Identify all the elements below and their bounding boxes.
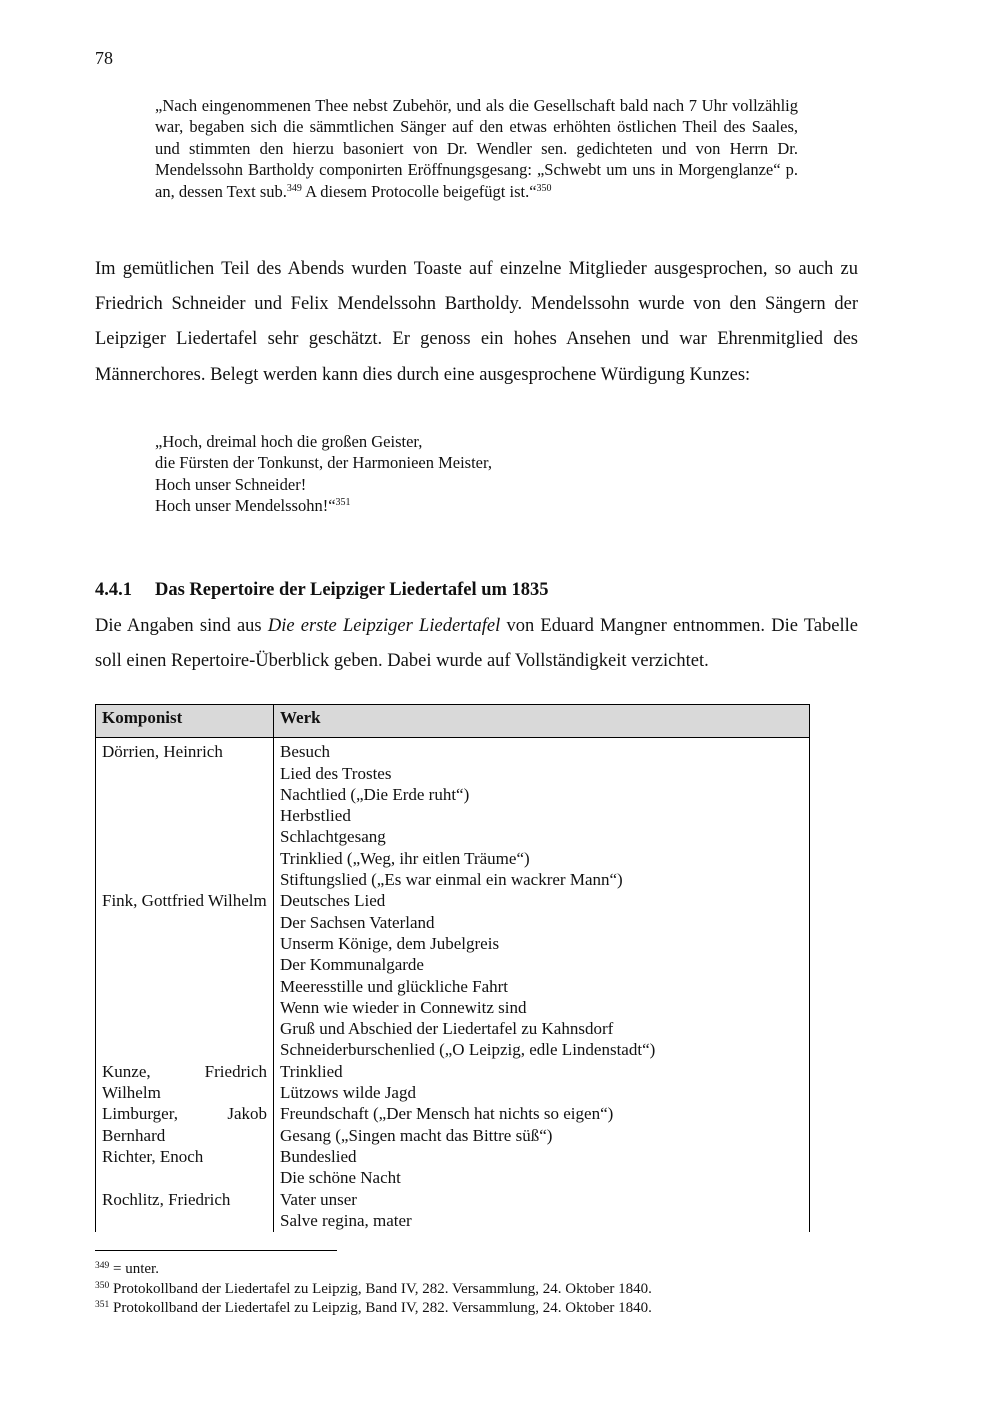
table-row <box>96 1189 810 1233</box>
table-row <box>96 1146 810 1189</box>
composer-cell <box>96 1103 274 1146</box>
footnote-ref-351: 351 <box>335 496 351 508</box>
footnote: $^{351}$ Protokollband der Liedertafel zu Leipzig, Band IV, 282. Versammlung, 24. Oktober 1840. <box>95 1300 652 1316</box>
composer-name: Limburger, Jakob Bernhard <box>102 1104 267 1145</box>
header-work: Werk <box>274 705 810 738</box>
footnotes <box>95 1260 652 1319</box>
footnote-divider <box>95 1250 337 1251</box>
composer-cell <box>96 738 274 891</box>
composer-cell <box>96 890 274 1060</box>
work-title: Stiftungslied („Es war einmal ein wackrer Mann“) <box>280 870 623 890</box>
work-title: Schlachtgesang <box>280 827 386 847</box>
work-title: Vater unser <box>280 1189 357 1209</box>
work-title: Gruß und Abschied der Liedertafel zu Kahnsdorf <box>280 1019 614 1039</box>
poem-line: die Fürsten der Tonkunst, der Harmonieen Meister, <box>155 453 492 473</box>
table-body <box>96 738 810 1232</box>
poem-line-text: Hoch unser Mendelssohn!“ <box>155 495 336 515</box>
paragraph-toasts <box>95 252 858 393</box>
work-title: Lützows wilde Jagd <box>280 1083 416 1103</box>
quote-text-end: A diesem Protocolle beigefügt ist.“ <box>301 181 537 201</box>
work-title: Gesang („Singen macht das Bittre süß“) <box>280 1125 553 1145</box>
paragraph-source <box>95 609 858 679</box>
work-title: Salve regina, mater <box>280 1210 412 1230</box>
work-title: Wenn wie wieder in Connewitz sind <box>280 997 527 1017</box>
page-number: 78 <box>95 48 113 68</box>
paragraph-text: Im gemütlichen Teil des Abends wurden Toaste auf einzelne Mitglieder ausgesprochen, so auch zu Friedrich Schneider und Felix Mendelssohn Bartholdy. Mendelssohn wurde von den Sängern der Leipziger Liedertafel sehr geschätzt. Er genoss ein hohes Ansehen und war Ehrenmitglied des Männerchores. Belegt werden kann dies durch eine ausgesprochene Würdigung Kunzes: <box>95 259 858 385</box>
composer-name: Kunze, Friedrich Wilhelm <box>102 1061 267 1103</box>
work-title: Der Kommunalgarde <box>280 955 424 975</box>
composer-name: Richter, Enoch <box>102 1146 204 1166</box>
footnote: $^{349}$ = unter. <box>95 1261 159 1277</box>
repertoire-table <box>95 704 810 1232</box>
works-cell <box>274 890 810 1060</box>
section-title: Das Repertoire der Leipziger Liedertafel um 1835 <box>155 580 549 600</box>
table-row <box>96 890 810 1060</box>
poem-line <box>155 495 492 516</box>
footnote-ref-350: 350 <box>536 182 552 194</box>
works-cell <box>274 1146 810 1189</box>
table-row <box>96 1103 810 1146</box>
quote-text: „Nach eingenommenen Thee nebst Zubehör, und als die Gesellschaft bald nach 7 Uhr vollzählig war, begaben sich die sämmtlichen Sänger auf den etwas erhöhten östlichen Theil des Saales, und stimmten den hierzu basoniert von Dr. Wendler sen. gedichteten und von Herrn Dr. Mendelssohn Bartholdy componirten Eröffnungsgesang: „Schwebt um uns in Morgenglanze“ p. an, dessen Text sub. <box>155 96 798 201</box>
composer-name: Fink, Gottfried Wilhelm <box>102 891 267 911</box>
work-title: Lied des Trostes <box>280 763 392 783</box>
poem-quote <box>155 431 492 516</box>
poem-line: Hoch unser Schneider! <box>155 474 307 494</box>
work-title: Unserm Könige, dem Jubelgreis <box>280 933 500 953</box>
work-title: Nachtlied („Die Erde ruht“) <box>280 784 470 804</box>
works-cell <box>274 1061 810 1104</box>
table-header-row <box>96 705 810 738</box>
work-title: Herbstlied <box>280 806 351 826</box>
block-quote <box>155 95 798 202</box>
work-title: Freundschaft („Der Mensch hat nichts so eigen“) <box>280 1104 614 1124</box>
work-title: Deutsches Lied <box>280 891 386 911</box>
composer-name: Rochlitz, Friedrich <box>102 1189 231 1209</box>
composer-cell <box>96 1189 274 1233</box>
work-title: Trinklied <box>280 1061 343 1081</box>
work-title: Der Sachsen Vaterland <box>280 912 435 932</box>
composer-cell <box>96 1146 274 1189</box>
paragraph-text: Die Angaben sind aus Die erste Leipziger Liedertafel von Eduard Mangner entnommen. Die Tabelle soll einen Repertoire-Überblick geben. Dabei wurde auf Vollständigkeit verzichtet. <box>95 616 858 672</box>
works-cell <box>274 1103 810 1146</box>
work-title: Trinklied („Weg, ihr eitlen Träume“) <box>280 848 530 868</box>
work-title: Meeresstille und glückliche Fahrt <box>280 976 509 996</box>
work-title: Schneiderburschenlied („O Leipzig, edle Lindenstadt“) <box>280 1040 656 1060</box>
work-title: Die schöne Nacht <box>280 1168 401 1188</box>
composer-name: Dörrien, Heinrich <box>102 742 223 762</box>
works-cell <box>274 738 810 891</box>
footnote: $^{350}$ Protokollband der Liedertafel zu Leipzig, Band IV, 282. Versammlung, 24. Oktober 1840. <box>95 1280 652 1297</box>
work-title: Bundeslied <box>280 1146 357 1166</box>
header-composer: Komponist <box>96 705 274 738</box>
works-cell <box>274 1189 810 1233</box>
footnote-ref-349: 349 <box>286 182 302 194</box>
table-row <box>96 1061 810 1104</box>
work-title: Besuch <box>280 742 331 762</box>
table-row <box>96 738 810 891</box>
section-heading <box>95 580 549 601</box>
poem-line: „Hoch, dreimal hoch die großen Geister, <box>155 432 423 451</box>
section-number: 4.4.1 <box>95 580 132 600</box>
composer-cell <box>96 1061 274 1104</box>
book-title: Die erste Leipziger Liedertafel <box>267 616 501 636</box>
